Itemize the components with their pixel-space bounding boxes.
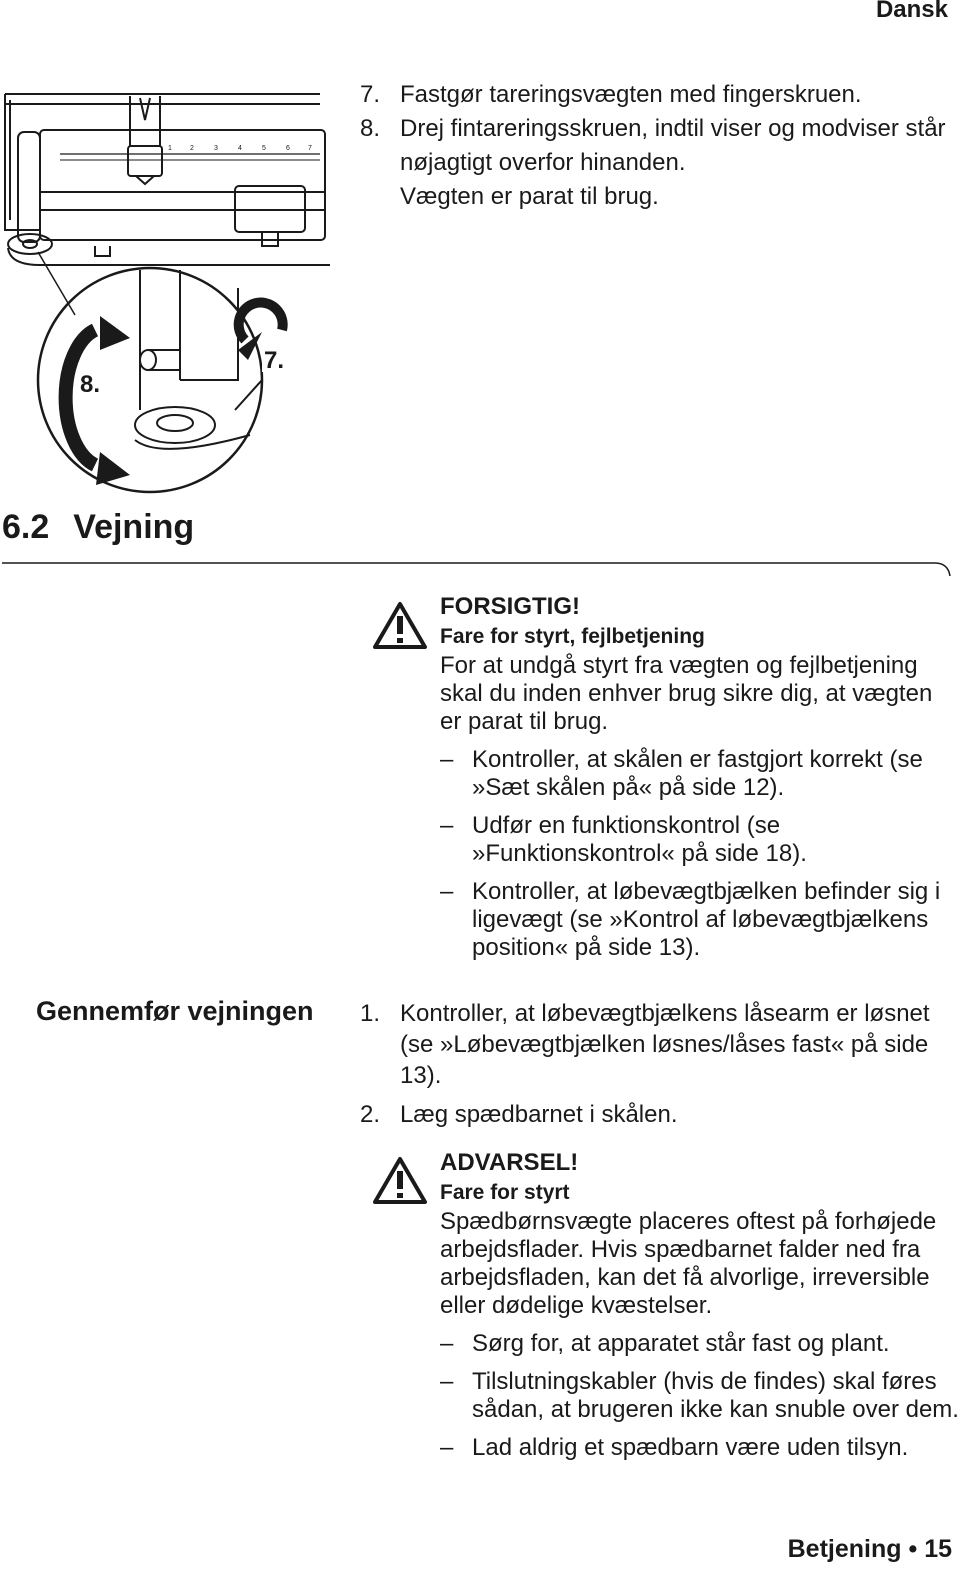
scale-tick-label: 7 [308, 145, 312, 152]
page-footer [788, 1535, 952, 1564]
steps-top-list [360, 78, 960, 214]
scale-tick-label: 4 [238, 145, 242, 152]
step-text: Læg spædbarnet i skålen. [400, 1101, 678, 1128]
scale-tick-label: 2 [190, 145, 194, 152]
bullet-text: Kontroller, at skålen er fastgjort korrekt (se »Sæt skålen på« på side 12). [472, 746, 923, 801]
step-number [360, 180, 400, 214]
list-item: – Lad aldrig et spædbarn være uden tilsyn. [440, 1434, 960, 1462]
callout-7-label: 7. [264, 347, 285, 374]
step-text: Drej fintareringsskruen, indtil viser og modviser står nøjagtigt overfor hinanden. [400, 115, 946, 176]
step-number: 8. [360, 115, 381, 142]
caution-note [440, 592, 960, 962]
step-text: Fastgør tareringsvægten med fingerskruen. [400, 81, 862, 108]
scale-tick-label: 1 [168, 145, 172, 152]
scale-tick-label: 3 [214, 145, 218, 152]
warning-triangle-icon [372, 1155, 428, 1205]
warning-heading: ADVARSEL! [440, 1149, 579, 1176]
procedure-heading: Gennemfør vejningen [36, 996, 314, 1026]
footer-section-name: Betjening [787, 1535, 902, 1563]
bullet-text: Sørg for, at apparatet står fast og plant. [472, 1330, 890, 1357]
list-item [360, 1099, 960, 1130]
section-title: Vejning [73, 508, 195, 546]
list-item [360, 180, 960, 214]
caution-heading: FORSIGTIG! [440, 593, 580, 620]
step-number: 2. [360, 1101, 381, 1128]
scale-tick-label: 5 [262, 145, 266, 152]
warning-subheading: Fare for styrt [440, 1181, 570, 1204]
caution-body: For at undgå styrt fra vægten og fejlbetjening skal du inden enhver brug sikre dig, at vægten er parat til brug. [440, 652, 933, 735]
step-number: 7. [360, 81, 381, 108]
list-item: – Sørg for, at apparatet står fast og plant. [440, 1330, 960, 1358]
list-item: – Kontroller, at skålen er fastgjort korrekt (se »Sæt skålen på« på side 12). [440, 746, 960, 802]
procedure-steps-list [360, 998, 960, 1138]
step-number: 1. [360, 1000, 381, 1027]
step-text: Vægten er parat til brug. [400, 183, 659, 210]
callout-8-label: 8. [80, 371, 101, 398]
caution-subheading: Fare for styrt, fejlbetjening [440, 625, 705, 648]
page-number: 15 [924, 1535, 952, 1563]
list-item: – Udfør en funktionskontrol (se »Funktionskontrol« på side 18). [440, 812, 960, 868]
section-number: 6.2 [2, 508, 50, 546]
scale-tick-label: 6 [286, 145, 290, 152]
section-heading [2, 508, 194, 547]
caution-bullet-list [440, 746, 960, 962]
bullet-text: Tilslutningskabler (hvis de findes) skal føres sådan, at brugeren ikke kan snuble over dem. [472, 1368, 959, 1423]
list-item: – Tilslutningskabler (hvis de findes) skal føres sådan, at brugeren ikke kan snuble over dem. [440, 1368, 959, 1423]
bullet-text: Kontroller, at løbevægtbjælken befinder sig i ligevægt (se »Kontrol af løbevægtbjælkens position« på side 13). [472, 878, 941, 961]
list-item [360, 112, 960, 180]
warning-body: Spædbørnsvægte placeres oftest på forhøjede arbejdsflader. Hvis spædbarnet falder ned fra arbejdsfladen, kan det få alvorlige, irreversible eller dødelige kvæstelser. [440, 1208, 937, 1319]
list-item [360, 78, 960, 112]
warning-bullet-list [440, 1330, 960, 1462]
list-item: – Kontroller, at løbevægtbjælken befinder sig i ligevægt (se »Kontrol af løbevægtbjælkens position« på side 13). [440, 878, 960, 962]
scale-illustration [0, 80, 340, 500]
list-item [360, 998, 960, 1091]
bullet-text: Lad aldrig et spædbarn være uden tilsyn. [472, 1434, 909, 1461]
warning-note [440, 1148, 960, 1462]
step-text: Kontroller, at løbevægtbjælkens låsearm er løsnet (se »Løbevægtbjælken løsnes/låses fast« på side 13). [400, 1000, 930, 1089]
section-divider [0, 554, 960, 594]
bullet-text: Udfør en funktionskontrol (se »Funktionskontrol« på side 18). [472, 812, 807, 867]
warning-triangle-icon [372, 600, 428, 650]
language-label: Dansk [875, 0, 948, 23]
footer-separator: • [908, 1535, 918, 1563]
